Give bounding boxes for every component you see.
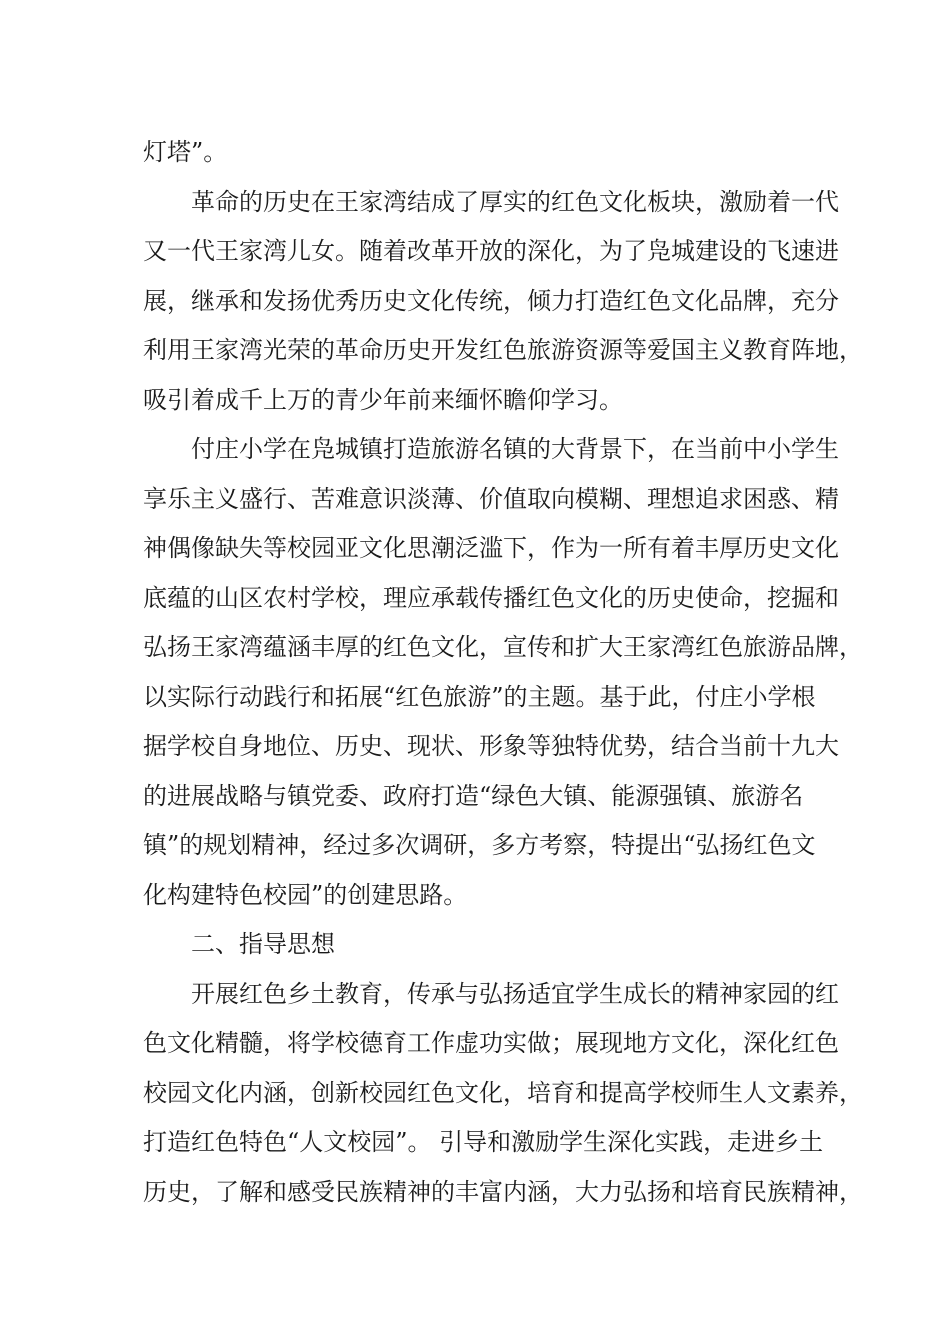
text-line: 据学校自身地位、历史、现状、形象等独特优势，结合当前十九大 [143, 732, 839, 760]
text-line: 又一代王家湾儿女。随着改革开放的深化，为了凫城建设的飞速进 [143, 237, 839, 265]
text-line: 弘扬王家湾蕴涵丰厚的红色文化，宣传和扩大王家湾红色旅游品牌， [143, 633, 863, 661]
text-line: 打造红色特色“人文校园”。 引导和激励学生深化实践，走进乡土 [143, 1128, 824, 1156]
text-line: 历史，了解和感受民族精神的丰富内涵，大力弘扬和培育民族精神， [143, 1177, 863, 1206]
text-line: 化构建特色校园”的创建思路。 [143, 880, 468, 909]
body-text [143, 128, 863, 1217]
text-line: 展，继承和发扬优秀历史文化传统，倾力打造红色文化品牌，充分 [143, 286, 839, 315]
text-line: 底蕴的山区农村学校，理应承载传播红色文化的历史使命，挖掘和 [143, 583, 839, 612]
section-heading: 二、指导思想 [191, 930, 335, 958]
text-line: 的进展战略与镇党委、政府打造“绿色大镇、能源强镇、旅游名 [143, 781, 804, 810]
paragraph-start-line: 付庄小学在凫城镇打造旅游名镇的大背景下，在当前中小学生 [191, 435, 839, 463]
text-line: 校园文化内涵，创新校园红色文化，培育和提高学校师生人文素养， [143, 1078, 863, 1107]
text-line: 灯塔”。 [143, 138, 228, 166]
text-line: 吸引着成千上万的青少年前来缅怀瞻仰学习。 [143, 385, 623, 414]
paragraph-start-line: 革命的历史在王家湾结成了厚实的红色文化板块，激励着一代 [191, 187, 839, 216]
text-line: 享乐主义盛行、苦难意识淡薄、价值取向模糊、理想追求困惑、精 [143, 484, 839, 513]
text-line: 色文化精髓，将学校德育工作虚功实做；展现地方文化，深化红色 [143, 1029, 839, 1057]
text-line: 以实际行动践行和拓展“红色旅游”的主题。基于此，付庄小学根 [143, 682, 816, 711]
text-line: 利用王家湾光荣的革命历史开发红色旅游资源等爱国主义教育阵地， [143, 336, 863, 364]
text-line: 镇”的规划精神，经过多次调研，多方考察，特提出“弘扬红色文 [143, 831, 816, 859]
paragraph-start-line: 开展红色乡土教育，传承与弘扬适宜学生成长的精神家园的红 [191, 979, 839, 1008]
text-line: 神偶像缺失等校园亚文化思潮泛滥下，作为一所有着丰厚历史文化 [143, 534, 839, 562]
